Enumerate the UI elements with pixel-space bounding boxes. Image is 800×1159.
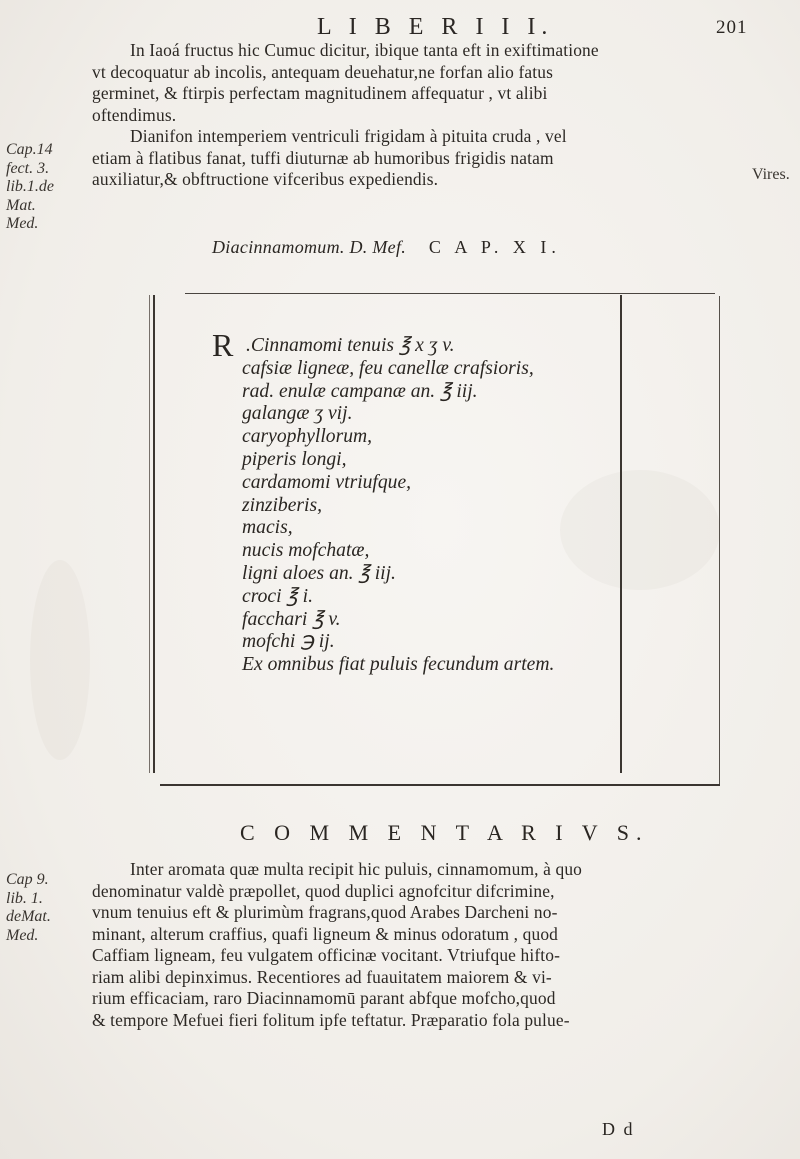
margin-line: fect. 3. [6, 159, 50, 177]
text-line: Dianifon intemperiem ventriculi frigidam à pituita cruda , vel [130, 126, 567, 146]
page-number: 201 [716, 17, 748, 38]
text-line: germinet, & ftirpis perfectam magnitudinem affequatur , vt alibi [92, 83, 548, 103]
section-heading [212, 237, 561, 258]
text-line: Caffiam ligneam, feu vulgatem officinæ vocitant. Vtriufque hifto- [92, 945, 561, 965]
recipe-line: rad. enulæ campanæ an. ℥ iij. [242, 380, 478, 402]
text-line: In Iaoá fructus hic Cumuc dicitur, ibique tanta eft in exiftimatione [130, 40, 599, 60]
recipe-line: zinziberis, [242, 494, 323, 516]
running-title: L I B E R I I I. [317, 14, 554, 40]
recipe-box-top-rule [185, 293, 715, 294]
recipe-line: ligni aloes an. ℥ iij. [242, 562, 396, 584]
paper-stain [30, 560, 90, 760]
text-line: rium efficaciam, raro Diacinnamomū parant abfque mofcho,quod [92, 988, 556, 1008]
recipe-line: .Cinnamomi tenuis ℥ x ʒ v. [246, 335, 455, 356]
chapter-label: C A P. X I. [428, 237, 561, 257]
section-title: Diacinnamomum. D. Mef. [212, 237, 407, 257]
text-line: Inter aromata quæ multa recipit hic puluis, cinnamomum, à quo [130, 859, 583, 879]
text-line: minant, alterum craffius, quafi ligneum & minus odoratum , quod [92, 923, 559, 944]
recipe-line: galangæ ʒ vij. [242, 403, 353, 425]
recipe-line: nucis mofchatæ, [242, 540, 370, 562]
margin-line: Cap.14 [6, 141, 53, 158]
catchword-signature: D d [602, 1119, 635, 1139]
recipe-line: facchari ℥ v. [242, 608, 341, 630]
text-line: vt decoquatur ab incolis, antequam deuehatur,ne forfan alio fatus [92, 61, 554, 82]
text-line: auxiliatur,& obftructione vifceribus expediendis. [92, 169, 439, 189]
text-line: oftendimus. [92, 104, 177, 125]
intro-paragraph [92, 40, 717, 191]
margin-line: lib.1.de [6, 178, 54, 195]
recipe-line: macis, [242, 517, 293, 539]
recipe-symbol: R [212, 327, 234, 363]
commentary-heading: C O M M E N T A R I V S. [240, 820, 649, 845]
margin-line: Vires. [752, 166, 790, 183]
recipe-line: mofchi ℈ ij. [242, 631, 335, 653]
text-line: & tempore Mefuei fieri folitum ipfe teftatur. Præparatio fola pulue- [92, 1009, 570, 1030]
recipe-line: cardamomi vtriufque, [242, 471, 412, 493]
margin-note-vires [752, 166, 790, 185]
recipe-box-bottom-rule [160, 784, 720, 786]
margin-line: Med. [6, 215, 39, 232]
margin-line: Cap 9. [6, 871, 49, 888]
margin-line: Mat. [6, 196, 36, 214]
text-line: denominatur valdè præpollet, quod duplici agnofcitur difcrimine, [92, 880, 555, 901]
margin-reference [6, 871, 51, 945]
recipe-line: cafsiæ ligneæ, feu canellæ crafsioris, [242, 357, 534, 379]
recipe-box-right-rule [719, 296, 720, 784]
margin-line: Med. [6, 926, 39, 944]
margin-line: deMat. [6, 908, 51, 925]
recipe-line: caryophyllorum, [242, 426, 373, 448]
margin-line: lib. 1. [6, 889, 43, 907]
recipe-line: piperis longi, [242, 448, 347, 470]
recipe-text [212, 327, 555, 677]
recipe-line: croci ℥ i. [242, 585, 313, 607]
text-line: vnum tenuius eft & plurimùm fragrans,quod Arabes Darcheni no- [92, 902, 558, 922]
margin-reference [6, 141, 54, 234]
recipe-line: Ex omnibus fiat puluis fecundum artem. [242, 654, 555, 676]
commentary-paragraph [92, 859, 722, 1031]
text-line: riam alibi depinximus. Recentiores ad fuauitatem maiorem & vi- [92, 966, 552, 987]
text-line: etiam à flatibus fanat, tuffi diuturnæ ab humoribus frigidis natam [92, 147, 554, 168]
